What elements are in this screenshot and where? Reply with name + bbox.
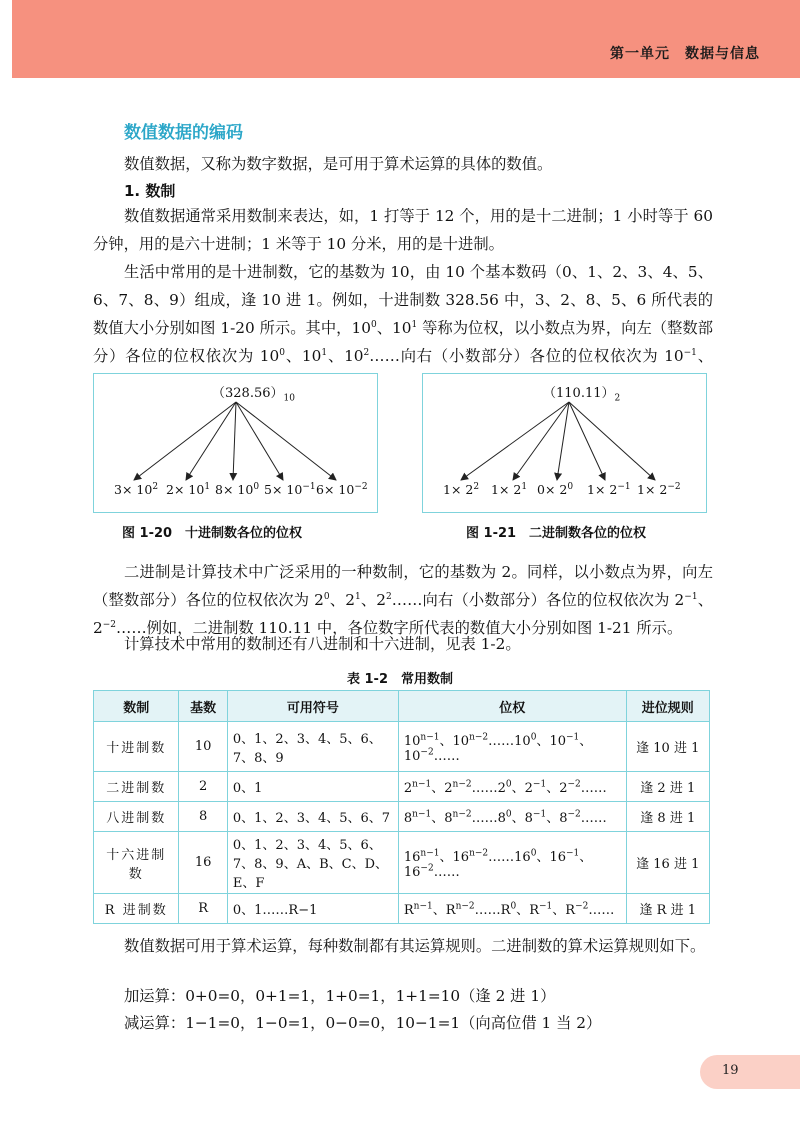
table-row [94, 832, 710, 894]
cell-base: R [179, 894, 227, 924]
chapter-title: 第一单元 数据与信息 [610, 46, 760, 62]
cell-system-name: 八进制数 [94, 802, 179, 832]
intro-paragraph: 数值数据，又称为数字数据，是可用于算术运算的具体的数值。 [124, 155, 553, 173]
weight-label: $1\times 2^1$ [491, 481, 528, 497]
paragraph-other-systems: 计算技术中常用的数制还有八进制和十六进制，见表 1-2。 [124, 635, 521, 653]
cell-carry-rule: 逢 10 进 1 [626, 722, 709, 772]
subheading-number-system: 1. 数制 [124, 182, 176, 200]
cell-system-name: 十进制数 [94, 722, 179, 772]
cell-weights: $8^{n-1}$、$8^{n-2}\dots\dots 8^0$、$8^{-1}$、$8^{-2}\dots\dots$ [398, 802, 626, 832]
cell-base: 8 [179, 802, 227, 832]
table-row [94, 772, 710, 802]
cell-symbols: 0、1 [227, 772, 398, 802]
cell-symbols: 0、1、2、3、4、5、6、7、8、9、A、B、C、D、E、F [227, 832, 398, 894]
cell-symbols: 0、1、2、3、4、5、6、7、8、9 [227, 722, 398, 772]
table-header-row [94, 691, 710, 722]
paragraph-number-systems: 数值数据通常采用数制来表达，如，1 打等于 12 个，用的是十二进制；1 小时等于 60 分钟，用的是六十进制；1 米等于 10 分米，用的是十进制。 [93, 207, 713, 253]
arrow-3 [233, 402, 236, 480]
arrow-1 [461, 402, 569, 480]
figure-decimal-weights [93, 373, 378, 513]
weight-label: $8\times 10^0$ [215, 481, 260, 497]
paragraph-arithmetic: 数值数据可用于算术运算，每种数制都有其运算规则。二进制数的算术运算规则如下。 [124, 937, 706, 955]
table-caption: 表 1-2 常用数制 [346, 672, 453, 687]
root-number: $(328.56)_{10}$ [212, 386, 295, 404]
column-header: 数制 [94, 691, 179, 722]
paragraph-binary: 二进制是计算技术中广泛采用的一种数制，它的基数为 2。同样，以小数点为界，向左（整数部分）各位的位权依次为 $2^0$、$2^1$、$2^2\dots\dots$向右（小数部分）各位的位权依次为 $2^{-1}$、$2^{-2}\dots\dots$例如，二进制数 110.11 中，各位数字所代表的数值大小分别如图 1-21 所示。 [93, 563, 714, 637]
arrow-5 [236, 402, 336, 480]
arrow-2 [186, 402, 236, 480]
table-row [94, 722, 710, 772]
figure-1-21-caption: 图 1-21 二进制数各位的位权 [466, 526, 647, 541]
paragraph-decimal: 生活中常用的是十进制数，它的基数为 10，由 10 个基本数码（0、1、2、3、4、5、6、7、8、9）组成，逢 10 进 1。例如，十进制数 328.56 中，3、2、8、5、6 所代表的数值大小分别如图 1-20 所示。其中，$10^0$、$10^1$ 等称为位权，以小数点为界，向左（整数部分）各位的位权依次为 $10^0$、$10^1$、$10^2\dots\dots$向右（小数部分）各位的位权依次为 $10^{-1}$、 [93, 263, 714, 365]
page-number-tab [700, 1055, 800, 1089]
arrow-5 [569, 402, 655, 480]
page-number: 19 [722, 1063, 739, 1078]
cell-carry-rule: 逢 2 进 1 [626, 772, 709, 802]
figure-binary-weights [422, 373, 707, 513]
cell-system-name: R 进制数 [94, 894, 179, 924]
cell-weights: $10^{n-1}$、$10^{n-2}\dots\dots 10^0$、$10^{-1}$、$10^{-2}\dots\dots$ [398, 722, 626, 772]
cell-symbols: 0、1、2、3、4、5、6、7 [227, 802, 398, 832]
figure-1-20-caption: 图 1-20 十进制数各位的位权 [122, 526, 303, 541]
cell-base: 16 [179, 832, 227, 894]
cell-weights: $16^{n-1}$、$16^{n-2}\dots\dots 16^0$、$16^{-1}$、$16^{-2}\dots\dots$ [398, 832, 626, 894]
cell-symbols: 0、1……R−1 [227, 894, 398, 924]
cell-weights: $2^{n-1}$、$2^{n-2}\dots\dots 2^0$、$2^{-1}$、$2^{-2}\dots\dots$ [398, 772, 626, 802]
weight-label: $6\times 10^{-2}$ [316, 481, 368, 497]
arrow-3 [557, 402, 569, 480]
cell-carry-rule: 逢 R 进 1 [626, 894, 709, 924]
cell-carry-rule: 逢 16 进 1 [626, 832, 709, 894]
cell-system-name: 二进制数 [94, 772, 179, 802]
column-header: 进位规则 [626, 691, 709, 722]
arrow-4 [236, 402, 283, 480]
arrow-1 [134, 402, 236, 480]
weight-label: $1\times 2^{-2}$ [637, 481, 681, 497]
column-header: 基数 [179, 691, 227, 722]
number-systems-table [93, 690, 710, 924]
cell-weights: $R^{n-1}$、$R^{n-2}\dots\dots R^0$、$R^{-1}$、$R^{-2}\dots\dots$ [398, 894, 626, 924]
column-header: 可用符号 [227, 691, 398, 722]
subtraction-rules: 减运算：1−1=0，1−0=1，0−0=0，10−1=1（向高位借 1 当 2） [124, 1014, 602, 1032]
weight-label: $0\times 2^0$ [537, 481, 574, 497]
weight-label: $2\times 10^1$ [166, 481, 211, 497]
column-header: 位权 [398, 691, 626, 722]
table-row [94, 894, 710, 924]
root-number: $(110.11)_2$ [543, 386, 621, 404]
arrow-4 [569, 402, 605, 480]
page-header [12, 0, 800, 78]
table-row [94, 802, 710, 832]
section-title: 数值数据的编码 [124, 123, 243, 143]
weight-label: $5\times 10^{-1}$ [264, 481, 316, 497]
addition-rules: 加运算：0+0=0，0+1=1，1+0=1，1+1=10（逢 2 进 1） [124, 987, 556, 1005]
weight-label: $3\times 10^2$ [114, 481, 159, 497]
cell-carry-rule: 逢 8 进 1 [626, 802, 709, 832]
cell-system-name: 十六进制数 [94, 832, 179, 894]
arrow-2 [513, 402, 569, 480]
weight-label: $1\times 2^2$ [443, 481, 480, 497]
cell-base: 2 [179, 772, 227, 802]
cell-base: 10 [179, 722, 227, 772]
weight-label: $1\times 2^{-1}$ [587, 481, 631, 497]
